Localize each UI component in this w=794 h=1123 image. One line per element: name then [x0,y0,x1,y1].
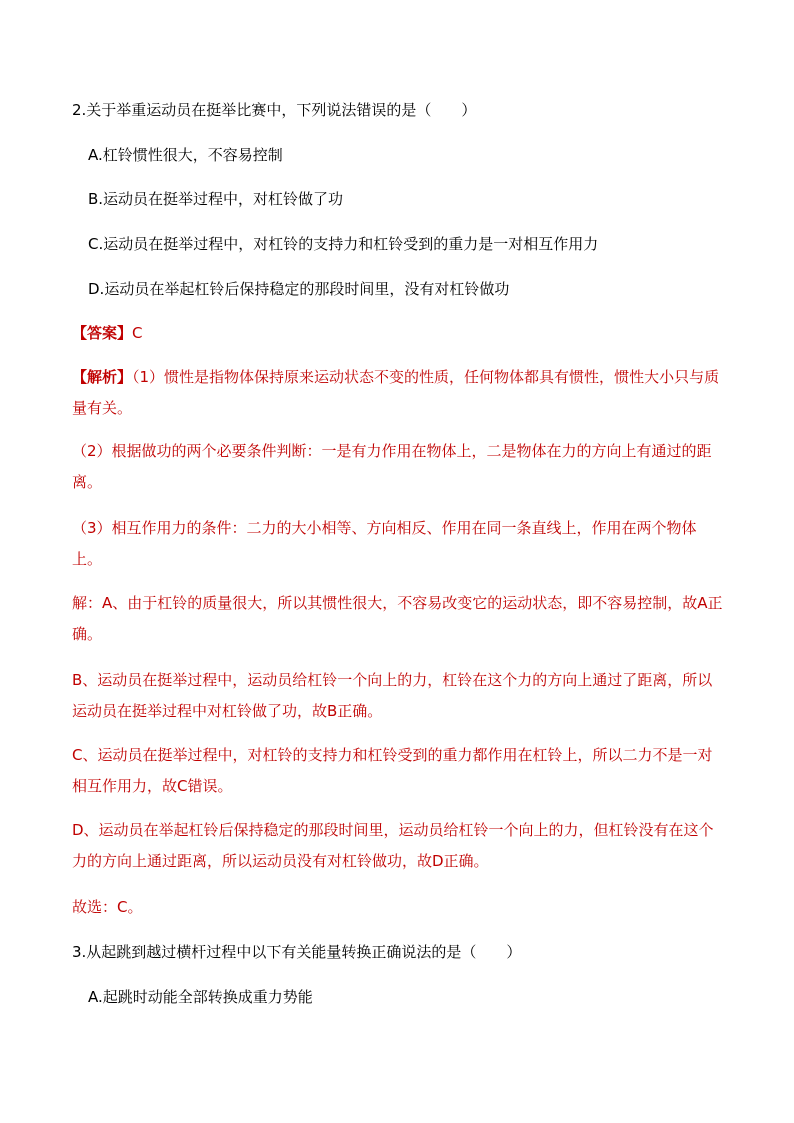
analysis-point-2: （2）根据做功的两个必要条件判断：一是有力作用在物体上，二是物体在力的方向上有通过的距离。 [72,442,712,491]
solution-b: B、运动员在挺举过程中，运动员给杠铃一个向上的力，杠铃在这个力的方向上通过了距离，所以运动员在挺举过程中对杠铃做了功，故B正确。 [72,671,713,720]
analysis-point-3: （3）相互作用力的条件：二力的大小相等、方向相反、作用在同一条直线上，作用在两个物体上。 [72,519,697,568]
final-choice: 故选：C。 [72,898,143,916]
question-3-option-a: A.起跳时动能全部转换成重力势能 [88,988,313,1006]
solution-c: C、运动员在挺举过程中，对杠铃的支持力和杠铃受到的重力都作用在杠铃上，所以二力不是一对相互作用力，故C错误。 [72,746,713,795]
question-2-option-c: C.运动员在挺举过程中，对杠铃的支持力和杠铃受到的重力是一对相互作用力 [88,235,599,253]
solution-d: D、运动员在举起杠铃后保持稳定的那段时间里，运动员给杠铃一个向上的力，但杠铃没有在这个力的方向上通过距离，所以运动员没有对杠铃做功，故D正确。 [72,821,714,870]
question-2-stem: 2.关于举重运动员在挺举比赛中，下列说法错误的是（ ） [72,101,477,119]
solution-a: 解：A、由于杠铃的质量很大，所以其惯性很大，不容易改变它的运动状态，即不容易控制，故A正确。 [72,594,723,643]
question-2-option-b: B.运动员在挺举过程中，对杠铃做了功 [88,190,344,208]
answer-line [72,317,722,349]
question-3-stem: 3.从起跳到越过横杆过程中以下有关能量转换正确说法的是（ ） [72,943,522,961]
question-2-option-a: A.杠铃惯性很大，不容易控制 [88,146,283,164]
question-2-option-d: D.运动员在举起杠铃后保持稳定的那段时间里，没有对杠铃做功 [88,280,510,298]
answer-value: C [132,324,143,342]
analysis-point-1-text: （1）惯性是指物体保持原来运动状态不变的性质，任何物体都具有惯性，惯性大小只与质量有关。 [72,368,720,417]
analysis-point-1 [72,362,724,424]
answer-tag: 【答案】 [72,324,133,342]
analysis-tag: 【解析】 [72,368,133,386]
